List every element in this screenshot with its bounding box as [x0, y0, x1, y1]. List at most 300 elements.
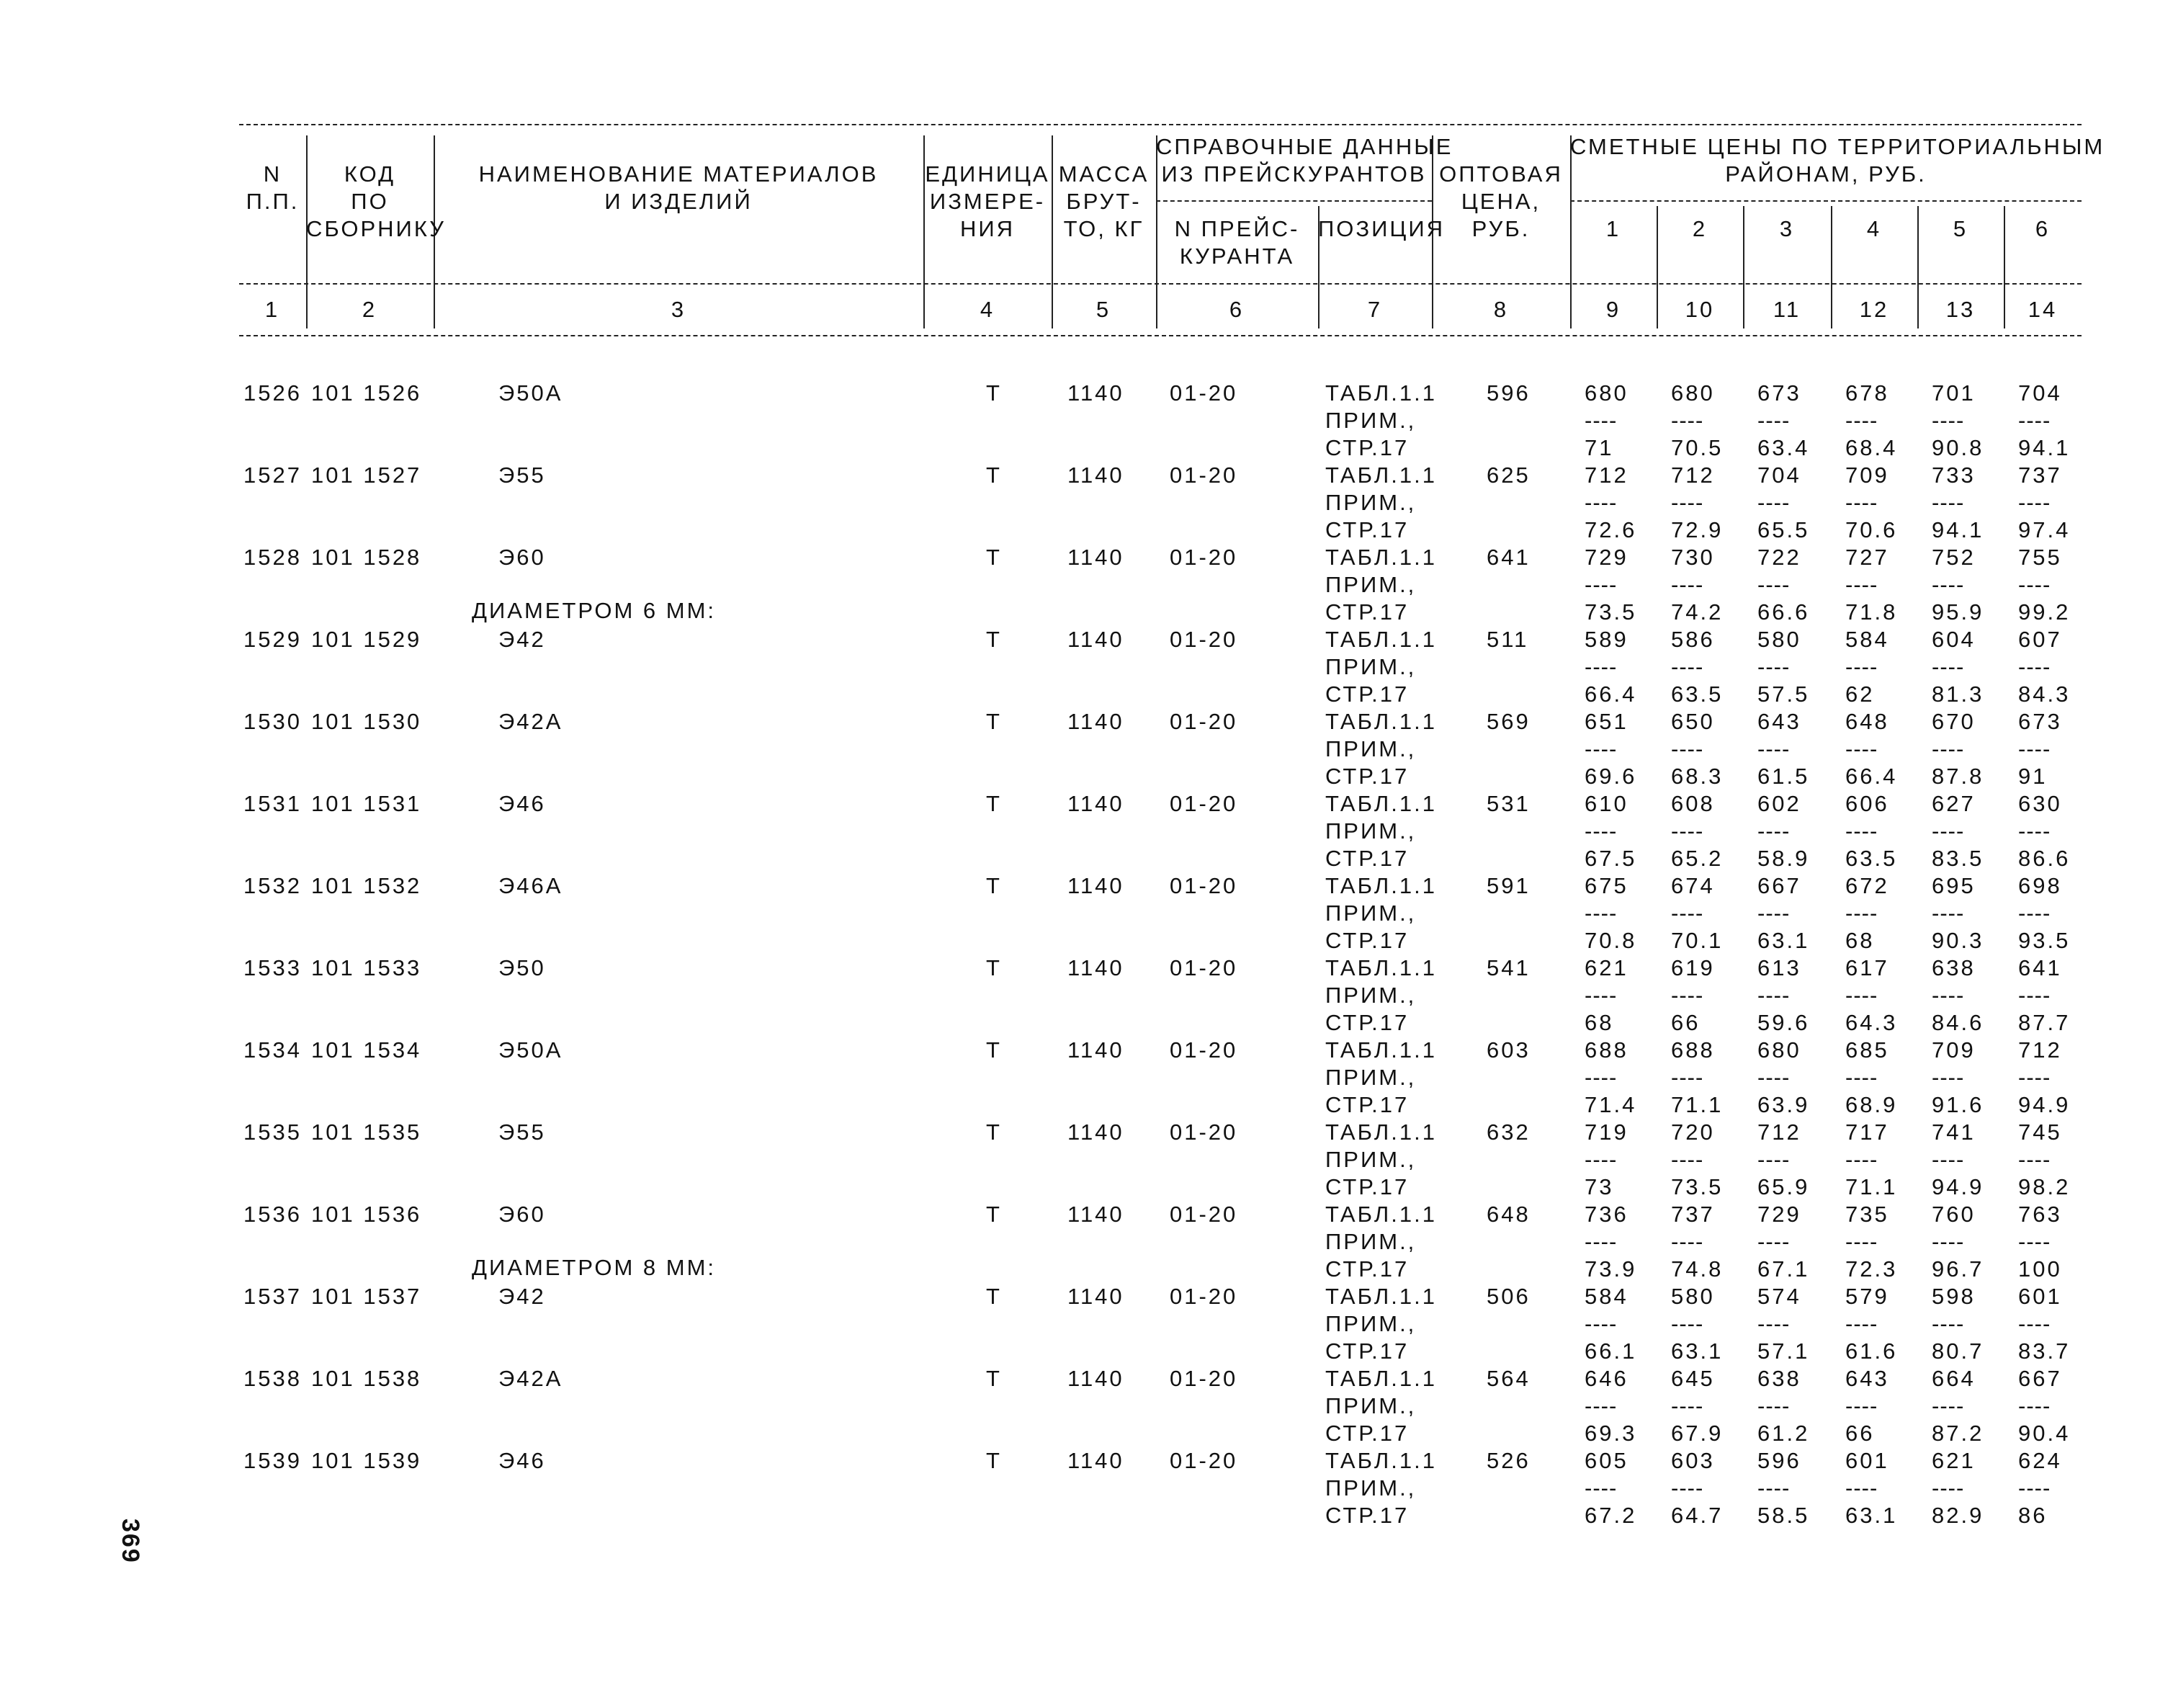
row-region-index: 68.3	[1671, 764, 1724, 789]
header-top-rule	[239, 124, 2082, 125]
row-number: 1537	[243, 1284, 302, 1309]
fraction-rule: ----	[1585, 983, 1618, 1008]
fraction-rule: ----	[1932, 818, 1965, 844]
fraction-rule: ----	[1932, 736, 1965, 761]
row-position-line: ПРИМ.,	[1325, 736, 1417, 761]
row-region-index: 97.4	[2018, 517, 2071, 542]
row-position-line: ТАБЛ.1.1	[1325, 462, 1437, 488]
fraction-rule: ----	[1932, 408, 1965, 433]
row-region-index: 63.1	[1757, 928, 1810, 953]
row-wholesale-price: 641	[1487, 545, 1531, 570]
row-pricelist: 01-20	[1170, 1119, 1238, 1145]
fraction-rule: ----	[1671, 1475, 1704, 1501]
row-position-line: ПРИМ.,	[1325, 1065, 1417, 1090]
row-region-index: 95.9	[1932, 599, 1984, 625]
fraction-rule: ----	[1671, 1229, 1704, 1254]
row-pricelist: 01-20	[1170, 380, 1238, 406]
row-region-price: 730	[1671, 545, 1715, 570]
row-position-line: ПРИМ.,	[1325, 408, 1417, 433]
row-unit: Т	[986, 1284, 1002, 1309]
row-region-price: 602	[1757, 791, 1801, 816]
row-region-price: 678	[1845, 380, 1889, 406]
row-region-price: 712	[1757, 1119, 1801, 1145]
row-region-price: 664	[1932, 1366, 1976, 1391]
row-region-price: 643	[1757, 709, 1801, 734]
row-position-line: ТАБЛ.1.1	[1325, 791, 1437, 816]
fraction-rule: ----	[1845, 1393, 1878, 1418]
row-number: 1539	[243, 1448, 302, 1473]
fraction-rule: ----	[1757, 736, 1791, 761]
row-region-price: 638	[1932, 955, 1976, 980]
row-region-index: 90.4	[2018, 1421, 2071, 1446]
row-region-price: 580	[1671, 1284, 1715, 1309]
row-region-price: 722	[1757, 545, 1801, 570]
row-region-price: 673	[1757, 380, 1801, 406]
row-region-index: 72.9	[1671, 517, 1724, 542]
row-region-index: 65.9	[1757, 1174, 1810, 1199]
row-region-index: 65.5	[1757, 517, 1810, 542]
row-region-index: 62	[1845, 681, 1875, 707]
header-col4-line2: ИЗМЕРЕ-	[929, 189, 1046, 214]
row-position-line: ТАБЛ.1.1	[1325, 955, 1437, 980]
fraction-rule: ----	[1845, 572, 1878, 597]
row-position-line: ТАБЛ.1.1	[1325, 1284, 1437, 1309]
row-region-price: 680	[1671, 380, 1715, 406]
row-region-price: 670	[1932, 709, 1976, 734]
row-position-line: ПРИМ.,	[1325, 1229, 1417, 1254]
row-pricelist: 01-20	[1170, 1448, 1238, 1473]
row-region-price: 601	[2018, 1284, 2062, 1309]
row-position-line: ТАБЛ.1.1	[1325, 1119, 1437, 1145]
row-position-line: СТР.17	[1325, 764, 1410, 789]
header-col4-line1: ЕДИНИЦА	[925, 161, 1050, 187]
row-region-index: 80.7	[1932, 1338, 1984, 1364]
row-region-index: 66.6	[1757, 599, 1810, 625]
row-region-price: 651	[1585, 709, 1628, 734]
header-col2-line2: ПО	[351, 189, 389, 214]
row-region-price: 648	[1845, 709, 1889, 734]
header-col1-line2: П.П.	[246, 189, 300, 214]
header-column-number: 7	[1367, 297, 1383, 322]
row-region-index: 86.6	[2018, 846, 2071, 871]
fraction-rule: ----	[1585, 490, 1618, 515]
row-unit: Т	[986, 380, 1002, 406]
row-mass: 1140	[1067, 462, 1124, 488]
fraction-rule: ----	[1757, 1065, 1791, 1090]
row-region-index: 71.1	[1671, 1092, 1724, 1117]
row-region-price: 603	[1671, 1448, 1715, 1473]
header-bottom-rule	[239, 335, 2082, 336]
header-region-number: 5	[1953, 216, 1968, 241]
row-region-index: 91	[2018, 764, 2048, 789]
header-col7: ПОЗИЦИЯ	[1318, 216, 1445, 241]
row-region-price: 675	[1585, 873, 1628, 898]
header-col5-line1: МАССА	[1058, 161, 1150, 187]
row-position-line: ПРИМ.,	[1325, 654, 1417, 679]
row-unit: Т	[986, 545, 1002, 570]
row-region-index: 63.4	[1757, 435, 1810, 460]
row-position-line: СТР.17	[1325, 517, 1410, 542]
row-region-index: 66	[1671, 1010, 1701, 1035]
fraction-rule: ----	[2018, 900, 2051, 926]
row-region-price: 733	[1932, 462, 1976, 488]
row-mass: 1140	[1067, 1366, 1124, 1391]
row-region-index: 67.2	[1585, 1503, 1637, 1528]
row-pricelist: 01-20	[1170, 545, 1238, 570]
row-number: 1535	[243, 1119, 302, 1145]
row-mass: 1140	[1067, 873, 1124, 898]
fraction-rule: ----	[2018, 654, 2051, 679]
row-region-price: 624	[2018, 1448, 2062, 1473]
header-column-number: 4	[980, 297, 995, 322]
row-region-index: 73.5	[1585, 599, 1637, 625]
row-position-line: ПРИМ.,	[1325, 490, 1417, 515]
row-pricelist: 01-20	[1170, 627, 1238, 652]
row-region-price: 673	[2018, 709, 2062, 734]
header-region-number: 1	[1605, 216, 1621, 241]
row-region-index: 64.7	[1671, 1503, 1724, 1528]
row-position-line: СТР.17	[1325, 1010, 1410, 1035]
row-wholesale-price: 648	[1487, 1202, 1531, 1227]
row-number: 1530	[243, 709, 302, 734]
header-column-number: 13	[1945, 297, 1976, 322]
header-col2-line1: КОД	[344, 161, 396, 187]
row-region-price: 741	[1932, 1119, 1976, 1145]
row-region-price: 606	[1845, 791, 1889, 816]
row-region-price: 646	[1585, 1366, 1628, 1391]
fraction-rule: ----	[1757, 1147, 1791, 1172]
row-region-price: 760	[1932, 1202, 1976, 1227]
row-pricelist: 01-20	[1170, 462, 1238, 488]
fraction-rule: ----	[1671, 490, 1704, 515]
row-name: Э50	[498, 955, 546, 980]
row-wholesale-price: 541	[1487, 955, 1531, 980]
row-unit: Т	[986, 955, 1002, 980]
row-region-index: 69.6	[1585, 764, 1637, 789]
row-region-price: 701	[1932, 380, 1976, 406]
header-col5-line3: ТО, КГ	[1063, 216, 1144, 241]
row-region-price: 720	[1671, 1119, 1715, 1145]
fraction-rule: ----	[1845, 983, 1878, 1008]
row-code: 101 1539	[311, 1448, 422, 1473]
fraction-rule: ----	[1845, 1311, 1878, 1336]
row-region-price: 621	[1932, 1448, 1976, 1473]
row-region-price: 729	[1585, 545, 1628, 570]
row-mass: 1140	[1067, 791, 1124, 816]
row-region-price: 589	[1585, 627, 1628, 652]
header-column-number: 12	[1859, 297, 1889, 322]
row-region-index: 96.7	[1932, 1256, 1984, 1282]
row-wholesale-price: 625	[1487, 462, 1531, 488]
row-unit: Т	[986, 627, 1002, 652]
fraction-rule: ----	[1932, 1065, 1965, 1090]
row-region-price: 680	[1585, 380, 1628, 406]
row-region-index: 81.3	[1932, 681, 1984, 707]
row-region-index: 69.3	[1585, 1421, 1637, 1446]
fraction-rule: ----	[1932, 983, 1965, 1008]
row-region-price: 688	[1585, 1037, 1628, 1063]
row-name: Э42А	[498, 1366, 563, 1391]
fraction-rule: ----	[1671, 900, 1704, 926]
row-number: 1533	[243, 955, 302, 980]
row-region-index: 72.3	[1845, 1256, 1898, 1282]
row-position-line: ПРИМ.,	[1325, 1393, 1417, 1418]
row-position-line: СТР.17	[1325, 1338, 1410, 1364]
row-region-index: 67.9	[1671, 1421, 1724, 1446]
row-region-price: 763	[2018, 1202, 2062, 1227]
fraction-rule: ----	[1585, 1229, 1618, 1254]
row-code: 101 1536	[311, 1202, 422, 1227]
row-region-index: 67.5	[1585, 846, 1637, 871]
fraction-rule: ----	[1845, 1475, 1878, 1501]
row-number: 1526	[243, 380, 302, 406]
header-group-rule-ref	[1156, 200, 1432, 202]
row-position-line: СТР.17	[1325, 1421, 1410, 1446]
header-column-number: 11	[1773, 297, 1801, 322]
row-position-line: ТАБЛ.1.1	[1325, 873, 1437, 898]
row-code: 101 1527	[311, 462, 422, 488]
row-region-price: 736	[1585, 1202, 1628, 1227]
fraction-rule: ----	[2018, 983, 2051, 1008]
fraction-rule: ----	[1757, 900, 1791, 926]
row-position-line: ПРИМ.,	[1325, 1311, 1417, 1336]
fraction-rule: ----	[1845, 1147, 1878, 1172]
fraction-rule: ----	[1757, 1229, 1791, 1254]
row-region-index: 70.8	[1585, 928, 1637, 953]
row-region-index: 57.5	[1757, 681, 1810, 707]
fraction-rule: ----	[1845, 408, 1878, 433]
header-col8-line2: ЦЕНА,	[1461, 189, 1541, 214]
row-region-price: 667	[2018, 1366, 2062, 1391]
row-wholesale-price: 591	[1487, 873, 1531, 898]
fraction-rule: ----	[1757, 572, 1791, 597]
header-column-number: 1	[264, 297, 280, 322]
row-region-index: 74.8	[1671, 1256, 1724, 1282]
row-region-price: 685	[1845, 1037, 1889, 1063]
section-heading: ДИАМЕТРОМ 6 ММ:	[472, 598, 717, 623]
row-mass: 1140	[1067, 1284, 1124, 1309]
row-region-index: 93.5	[2018, 928, 2071, 953]
row-region-index: 71.4	[1585, 1092, 1637, 1117]
fraction-rule: ----	[2018, 1147, 2051, 1172]
fraction-rule: ----	[2018, 408, 2051, 433]
row-region-price: 596	[1757, 1448, 1801, 1473]
row-position-line: СТР.17	[1325, 681, 1410, 707]
row-wholesale-price: 531	[1487, 791, 1531, 816]
header-column-number: 9	[1605, 297, 1621, 322]
row-code: 101 1528	[311, 545, 422, 570]
header-column-number: 10	[1685, 297, 1715, 322]
row-region-index: 87.8	[1932, 764, 1984, 789]
row-region-index: 68	[1585, 1010, 1614, 1035]
row-region-index: 68.9	[1845, 1092, 1898, 1117]
row-position-line: ТАБЛ.1.1	[1325, 627, 1437, 652]
row-pricelist: 01-20	[1170, 1202, 1238, 1227]
fraction-rule: ----	[1757, 1475, 1791, 1501]
fraction-rule: ----	[1757, 490, 1791, 515]
row-region-index: 84.6	[1932, 1010, 1984, 1035]
fraction-rule: ----	[2018, 818, 2051, 844]
fraction-rule: ----	[1585, 1475, 1618, 1501]
row-mass: 1140	[1067, 380, 1124, 406]
row-name: Э46	[498, 1448, 546, 1473]
row-name: Э46	[498, 791, 546, 816]
row-region-index: 91.6	[1932, 1092, 1984, 1117]
row-region-index: 61.6	[1845, 1338, 1898, 1364]
row-region-index: 94.1	[2018, 435, 2071, 460]
row-region-price: 613	[1757, 955, 1801, 980]
row-region-index: 83.7	[2018, 1338, 2071, 1364]
row-mass: 1140	[1067, 627, 1124, 652]
fraction-rule: ----	[1585, 1065, 1618, 1090]
row-region-index: 73.9	[1585, 1256, 1637, 1282]
fraction-rule: ----	[1671, 818, 1704, 844]
row-position-line: СТР.17	[1325, 435, 1410, 460]
row-position-line: ПРИМ.,	[1325, 1147, 1417, 1172]
header-col8-line1: ОПТОВАЯ	[1439, 161, 1563, 187]
header-col3-line2: И ИЗДЕЛИЙ	[604, 189, 753, 214]
row-region-price: 621	[1585, 955, 1628, 980]
row-mass: 1140	[1067, 1202, 1124, 1227]
row-wholesale-price: 632	[1487, 1119, 1531, 1145]
row-name: Э55	[498, 1119, 546, 1145]
row-unit: Т	[986, 1366, 1002, 1391]
row-region-price: 745	[2018, 1119, 2062, 1145]
row-unit: Т	[986, 709, 1002, 734]
row-region-index: 70.6	[1845, 517, 1898, 542]
fraction-rule: ----	[1757, 1393, 1791, 1418]
header-col5-line2: БРУТ-	[1066, 189, 1142, 214]
fraction-rule: ----	[1932, 1393, 1965, 1418]
fraction-rule: ----	[1671, 408, 1704, 433]
header-col8-line3: РУБ.	[1471, 216, 1531, 241]
fraction-rule: ----	[1585, 572, 1618, 597]
row-position-line: СТР.17	[1325, 1256, 1410, 1282]
fraction-rule: ----	[1757, 983, 1791, 1008]
row-code: 101 1529	[311, 627, 422, 652]
header-group-rule-regions	[1570, 200, 2082, 202]
row-region-price: 680	[1757, 1037, 1801, 1063]
row-region-index: 83.5	[1932, 846, 1984, 871]
row-number: 1531	[243, 791, 302, 816]
row-region-price: 605	[1585, 1448, 1628, 1473]
fraction-rule: ----	[2018, 1475, 2051, 1501]
row-number: 1538	[243, 1366, 302, 1391]
header-ref-group-line2: ИЗ ПРЕЙСКУРАНТОВ	[1161, 161, 1427, 187]
row-position-line: СТР.17	[1325, 1092, 1410, 1117]
row-region-index: 94.1	[1932, 517, 1984, 542]
row-region-index: 68	[1845, 928, 1875, 953]
row-region-price: 674	[1671, 873, 1715, 898]
row-mass: 1140	[1067, 1448, 1124, 1473]
row-region-index: 72.6	[1585, 517, 1637, 542]
header-region-number: 3	[1779, 216, 1795, 241]
row-unit: Т	[986, 873, 1002, 898]
row-region-price: 698	[2018, 873, 2062, 898]
row-region-price: 709	[1845, 462, 1889, 488]
row-mass: 1140	[1067, 545, 1124, 570]
row-code: 101 1538	[311, 1366, 422, 1391]
fraction-rule: ----	[1932, 654, 1965, 679]
row-number: 1529	[243, 627, 302, 652]
row-region-price: 704	[1757, 462, 1801, 488]
row-position-line: ТАБЛ.1.1	[1325, 545, 1437, 570]
row-region-price: 695	[1932, 873, 1976, 898]
row-name: Э46А	[498, 873, 563, 898]
row-region-price: 643	[1845, 1366, 1889, 1391]
row-pricelist: 01-20	[1170, 955, 1238, 980]
fraction-rule: ----	[1932, 900, 1965, 926]
page-number: 369	[117, 1519, 144, 1564]
row-region-price: 688	[1671, 1037, 1715, 1063]
row-wholesale-price: 511	[1487, 627, 1529, 652]
row-code: 101 1537	[311, 1284, 422, 1309]
row-region-index: 71.8	[1845, 599, 1898, 625]
fraction-rule: ----	[1845, 818, 1878, 844]
row-region-price: 584	[1585, 1284, 1628, 1309]
fraction-rule: ----	[1932, 1311, 1965, 1336]
section-heading: ДИАМЕТРОМ 8 ММ:	[472, 1255, 717, 1280]
row-position-line: ТАБЛ.1.1	[1325, 1202, 1437, 1227]
row-name: Э50А	[498, 1037, 563, 1063]
row-unit: Т	[986, 791, 1002, 816]
fraction-rule: ----	[1671, 1311, 1704, 1336]
row-pricelist: 01-20	[1170, 791, 1238, 816]
row-region-price: 709	[1932, 1037, 1976, 1063]
fraction-rule: ----	[1932, 1147, 1965, 1172]
fraction-rule: ----	[1671, 736, 1704, 761]
row-position-line: СТР.17	[1325, 928, 1410, 953]
row-unit: Т	[986, 1037, 1002, 1063]
row-region-index: 66.4	[1845, 764, 1898, 789]
fraction-rule: ----	[2018, 1311, 2051, 1336]
row-region-price: 574	[1757, 1284, 1801, 1309]
row-name: Э60	[498, 1202, 546, 1227]
row-pricelist: 01-20	[1170, 873, 1238, 898]
row-region-price: 717	[1845, 1119, 1889, 1145]
fraction-rule: ----	[2018, 572, 2051, 597]
fraction-rule: ----	[1585, 1393, 1618, 1418]
row-position-line: ПРИМ.,	[1325, 900, 1417, 926]
header-col4-line3: НИЯ	[959, 216, 1016, 241]
fraction-rule: ----	[2018, 490, 2051, 515]
header-col2-line3: СБОРНИКУ	[306, 216, 446, 241]
fraction-rule: ----	[1585, 818, 1618, 844]
fraction-rule: ----	[1671, 1393, 1704, 1418]
row-wholesale-price: 526	[1487, 1448, 1531, 1473]
fraction-rule: ----	[2018, 1393, 2051, 1418]
header-regions-group-line2: РАЙОНАМ, РУБ.	[1725, 161, 1927, 187]
row-name: Э50А	[498, 380, 563, 406]
fraction-rule: ----	[1932, 572, 1965, 597]
row-region-index: 61.2	[1757, 1421, 1810, 1446]
fraction-rule: ----	[1671, 983, 1704, 1008]
row-position-line: СТР.17	[1325, 846, 1410, 871]
row-region-price: 586	[1671, 627, 1715, 652]
row-region-price: 712	[2018, 1037, 2062, 1063]
row-region-price: 704	[2018, 380, 2062, 406]
row-region-index: 57.1	[1757, 1338, 1810, 1364]
row-unit: Т	[986, 1448, 1002, 1473]
row-wholesale-price: 603	[1487, 1037, 1531, 1063]
row-code: 101 1531	[311, 791, 422, 816]
row-region-index: 87.7	[2018, 1010, 2071, 1035]
row-mass: 1140	[1067, 955, 1124, 980]
row-region-price: 667	[1757, 873, 1801, 898]
row-region-index: 71	[1585, 435, 1614, 460]
row-region-index: 87.2	[1932, 1421, 1984, 1446]
header-column-number: 3	[671, 297, 686, 322]
